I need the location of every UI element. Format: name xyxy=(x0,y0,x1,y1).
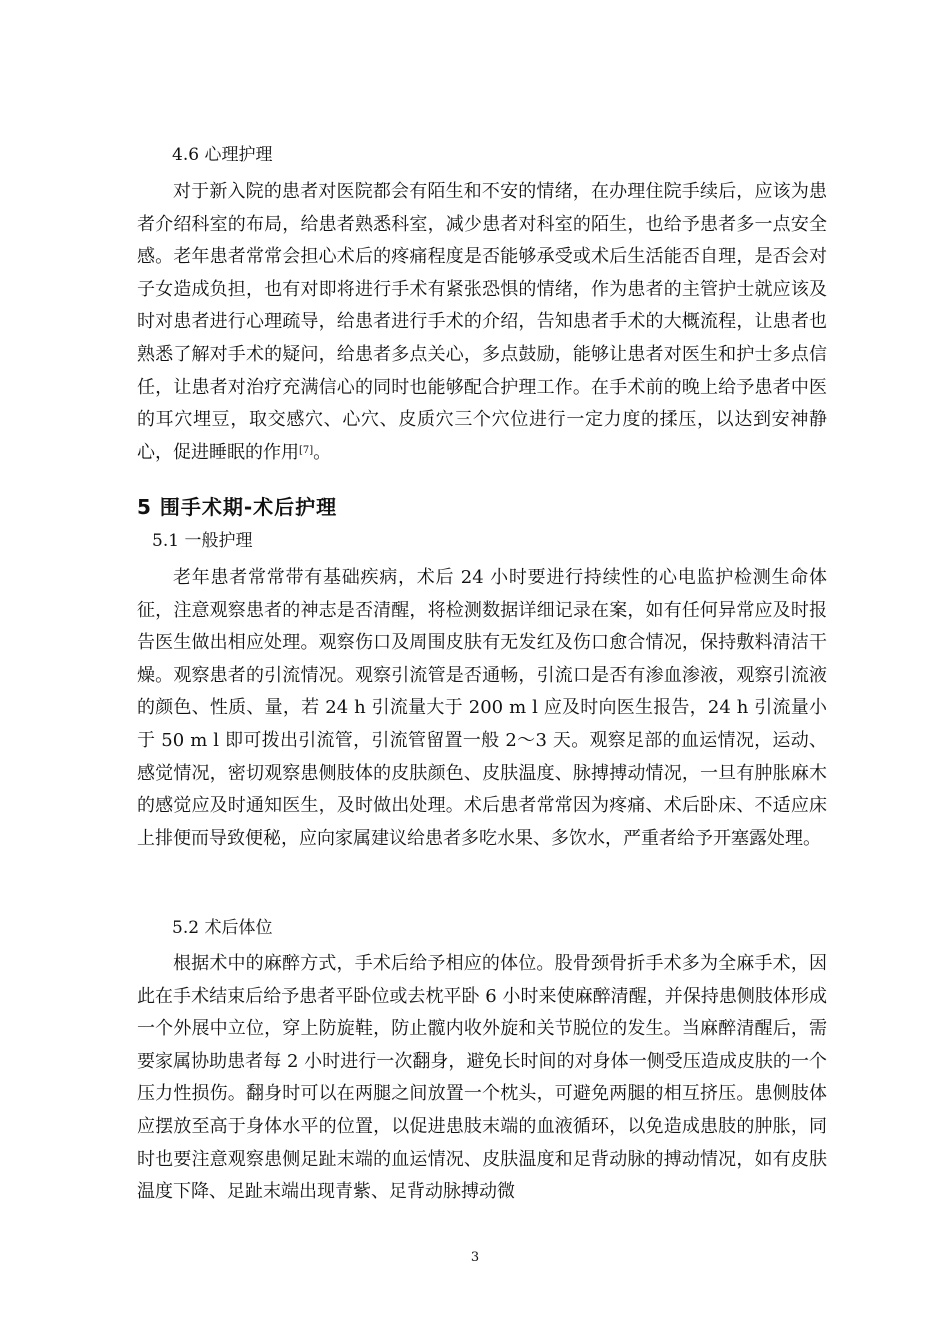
section-4-6-paragraph xyxy=(137,176,827,469)
section-4-6-text-end: 。 xyxy=(313,441,332,463)
citation-7: [7] xyxy=(299,444,314,456)
section-5-1-heading: 5.1 一般护理 xyxy=(152,531,253,551)
section-5-2-paragraph: 根据术中的麻醉方式，手术后给予相应的体位。股骨颈骨折手术多为全麻手术，因此在手术结束后给予患者平卧位或去枕平卧 6 小时来使麻醉清醒，并保持患侧肢体形成一个外展中立位，穿上防旋鞋，防止髋内收外旋和关节脱位的发生。当麻醉清醒后，需要家属协助患者每 2 小时进行一次翻身，避免长时间的对身体一侧受压造成皮肤的一个压力性损伤。翻身时可以在两腿之间放置一个枕头，可避免两腿的相互挤压。患侧肢体应摆放至高于身体水平的位置，以促进患肢末端的血液循环，以免造成患肢的肿胀，同时也要注意观察患侧足趾末端的血运情况、皮肤温度和足背动脉的搏动情况，如有皮肤温度下降、足趾末端出现青紫、足背动脉搏动微 xyxy=(137,953,827,1203)
section-5-2-heading: 5.2 术后体位 xyxy=(172,918,273,938)
section-5-heading: 5 围手术期-术后护理 xyxy=(137,495,338,519)
page-number: 3 xyxy=(470,1250,480,1265)
section-4-6-text: 对于新入院的患者对医院都会有陌生和不安的情绪，在办理住院手续后，应该为患者介绍科室的布局，给患者熟悉科室，减少患者对科室的陌生，也给予患者多一点安全感。老年患者常常会担心术后的疼痛程度是否能够承受或术后生活能否自理，是否会对子女造成负担，也有对即将进行手术有紧张恐惧的情绪，作为患者的主管护士就应该及时对患者进行心理疏导，给患者进行手术的介绍，告知患者手术的大概流程，让患者也熟悉了解对手术的疑问，给患者多点关心，多点鼓励，能够让患者对医生和护士多点信任，让患者对治疗充满信心的同时也能够配合护理工作。在手术前的晚上给予患者中医的耳穴埋豆，取交感穴、心穴、皮质穴三个穴位进行一定力度的揉压，以达到安神静心，促进睡眠的作用 xyxy=(137,181,827,463)
section-4-6-heading: 4.6 心理护理 xyxy=(172,145,273,165)
section-5-1-paragraph: 老年患者常常带有基础疾病，术后 24 小时要进行持续性的心电监护检测生命体征，注意观察患者的神志是否清醒，将检测数据详细记录在案，如有任何异常应及时报告医生做出相应处理。观察伤口及周围皮肤有无发红及伤口愈合情况，保持敷料清洁干燥。观察患者的引流情况。观察引流管是否通畅，引流口是否有渗血渗液，观察引流液的颜色、性质、量，若 24 h 引流量大于 200 m l 应及时向医生报告，24 h 引流量小于 50 m l 即可拨出引流管，引流管留置一般 2～3 天。观察足部的血运情况，运动、感觉情况，密切观察患侧肢体的皮肤颜色、皮肤温度、脉搏搏动情况，一旦有肿胀麻木的感觉应及时通知医生，及时做出处理。术后患者常常因为疼痛、术后卧床、不适应床上排便而导致便秘，应向家属建议给患者多吃水果、多饮水，严重者给予开塞露处理。 xyxy=(137,567,827,849)
